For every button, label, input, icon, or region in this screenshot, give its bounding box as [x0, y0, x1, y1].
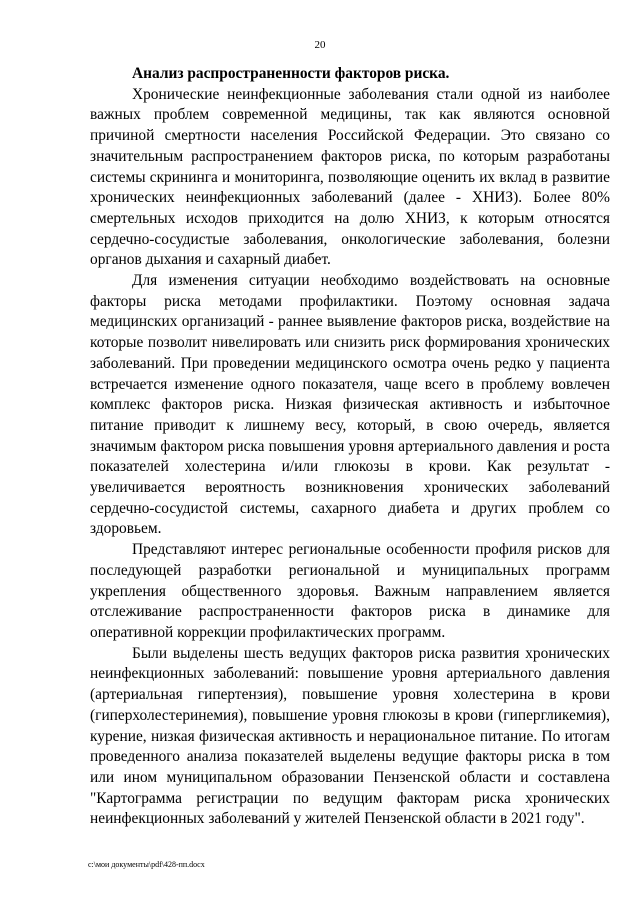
paragraph-2: Для изменения ситуации необходимо воздействовать на основные факторы риска методами профилактики. Поэтому основная задача медицинских организаций - раннее выявление факторов риска, воздействие на которые позволит нивелировать или снизить риск формирования хронических заболеваний. При проведении медицинского осмотра очень редко у пациента встречается изменение одного показателя, чаще всего в проблему вовлечен комплекс факторов риска. Низкая физическая активность и избыточное питание приводит к лишнему весу, который, в свою очередь, является значимым фактором риска повышения уровня артериального давления и роста показателей холестерина и/или глюкозы в крови. Как результат - увеличивается вероятность возникновения хронических заболеваний сердечно-сосудистой системы, сахарного диабета и других проблем со здоровьем.	[90, 272, 610, 538]
document-body	[90, 64, 610, 830]
paragraph-3: Представляют интерес региональные особенности профиля рисков для последующей разработки региональной и муниципальных программ укрепления общественного здоровья. Важным направлением является отслеживание распространенности факторов риска в динамике для оперативной коррекции профилактических программ.	[90, 541, 610, 641]
paragraph-4: Были выделены шесть ведущих факторов риска развития хронических неинфекционных заболеваний: повышение уровня артериального давления (артериальная гипертензия), повышение уровня холестерина в крови (гиперхолестеринемия), повышение уровня глюкозы в крови (гипергликемия), курение, низкая физическая активность и нерациональное питание. По итогам проведенного анализа показателей выделены ведущие факторы риска в том или ином муниципальном образовании Пензенской области и составлена "Картограмма регистрации по ведущим факторам риска хронических неинфекционных заболеваний у жителей Пензенской области в 2021 году".	[90, 644, 610, 828]
page-number: 20	[314, 39, 326, 51]
footer-file-path: c:\мои документы\pdf\428-пп.docx	[88, 860, 205, 869]
paragraph-1: Хронические неинфекционные заболевания стали одной из наиболее важных проблем современной медицины, так как являются основной причиной смертности населения Российской Федерации. Это связано со значительным распространением факторов риска, по которым разработаны системы скрининга и мониторинга, позволяющие оценить их вклад в развитие хронических неинфекционных заболеваний (далее - ХНИЗ). Более 80% смертельных исходов приходится на долю ХНИЗ, к которым относятся сердечно-сосудистые заболевания, онкологические заболевания, болезни органов дыхания и сахарный диабет.	[90, 85, 610, 269]
section-heading: Анализ распространенности факторов риска.	[132, 65, 450, 82]
